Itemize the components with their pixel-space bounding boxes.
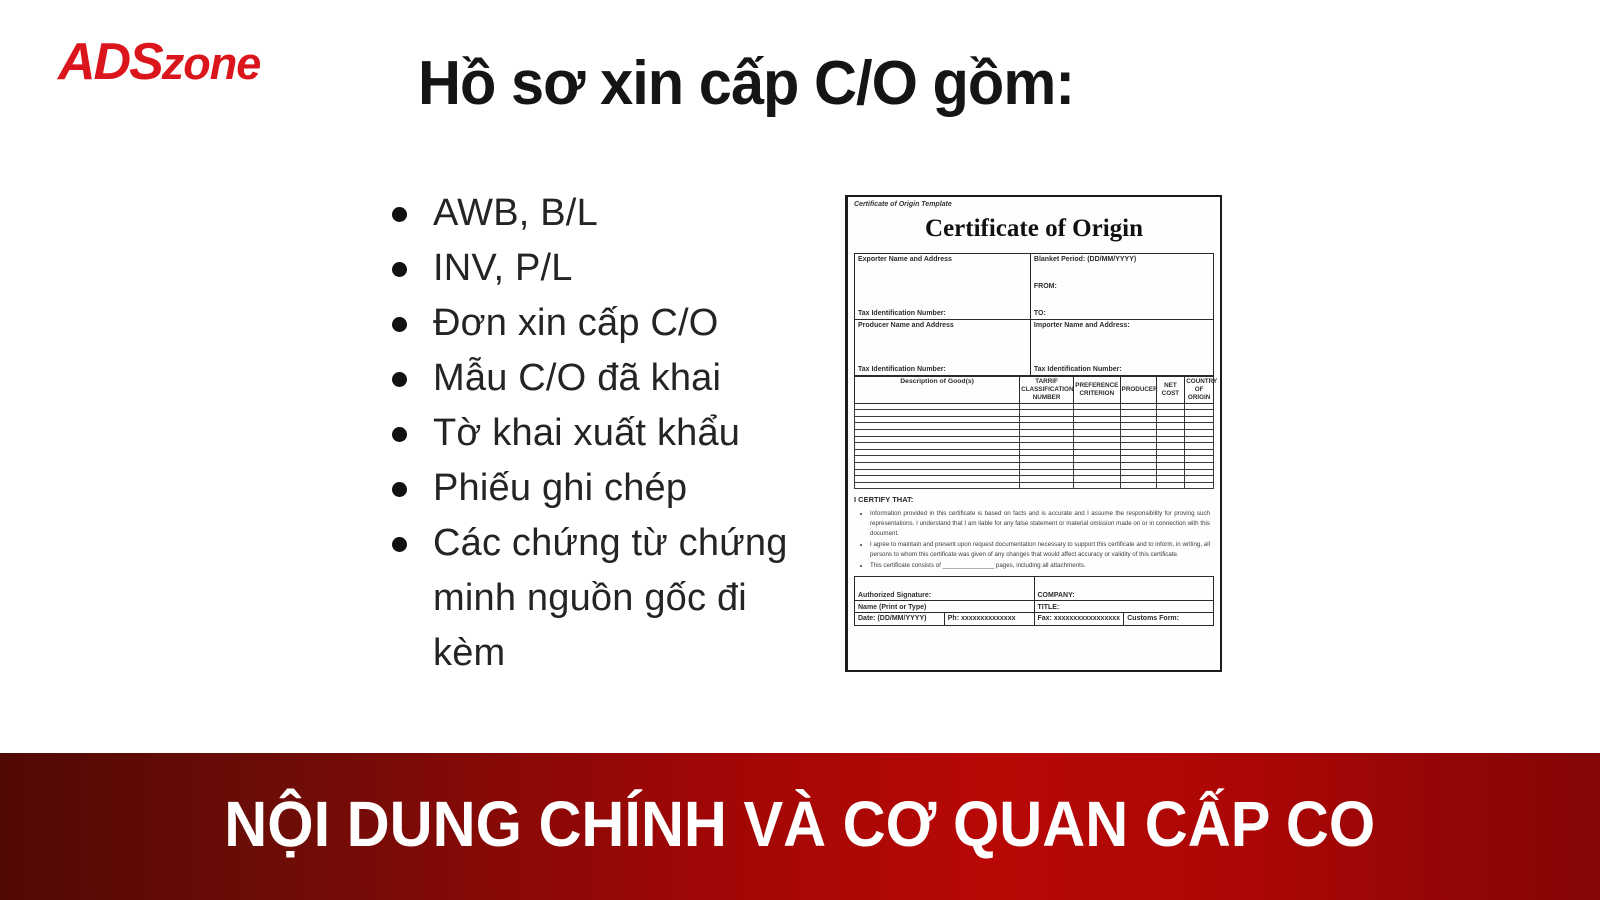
goods-empty-row: [855, 403, 1214, 410]
importer-cell: [1030, 320, 1213, 376]
customs-form-cell: Customs Form:: [1124, 612, 1214, 625]
column-header: NET COST: [1156, 377, 1185, 404]
banner-title: NỘI DUNG CHÍNH VÀ CƠ QUAN CẤP CO: [224, 787, 1376, 860]
certification-section: [854, 495, 1214, 571]
goods-empty-row: [855, 482, 1214, 489]
certificate-template-label: Certificate of Origin Template: [854, 201, 952, 208]
producer-label: Producer Name and Address: [858, 322, 954, 329]
list-item-label: Đơn xin cấp C/O: [433, 302, 719, 344]
certificate-title: Certificate of Origin: [925, 215, 1143, 242]
document-checklist: [388, 186, 808, 681]
adszone-logo: [58, 33, 261, 91]
logo-ads-text: ADS: [58, 33, 162, 91]
from-label: FROM:: [1033, 283, 1057, 290]
bullet-icon: [392, 317, 407, 332]
goods-empty-row: [855, 410, 1214, 417]
list-item: [388, 516, 808, 681]
authorized-signature-cell: Authorized Signature:: [855, 576, 1035, 600]
exporter-cell: [855, 254, 1031, 320]
fax-cell: Fax: xxxxxxxxxxxxxxxxx: [1034, 612, 1124, 625]
goods-table-body: [855, 403, 1214, 489]
list-item: [388, 351, 808, 406]
bullet-icon: [392, 262, 407, 277]
bullet-icon: [392, 427, 407, 442]
company-cell: COMPANY:: [1034, 576, 1214, 600]
column-header: PREFERENCE CRITERION: [1073, 377, 1120, 404]
list-item: [388, 296, 808, 351]
goods-empty-row: [855, 423, 1214, 430]
list-item-label: Các chứng từ chứng minh nguồn gốc đi kèm: [433, 522, 788, 674]
list-item-label: Tờ khai xuất khẩu: [433, 412, 741, 454]
column-header: COUNTRY OF ORIGIN: [1185, 377, 1214, 404]
exporter-label: Exporter Name and Address: [858, 256, 952, 263]
logo-zone-text: zone: [161, 38, 261, 89]
goods-empty-row: [855, 469, 1214, 476]
certify-heading: I CERTIFY THAT:: [854, 495, 914, 505]
date-cell: Date: (DD/MM/YYYY): [855, 612, 945, 625]
bullet-icon: [392, 537, 407, 552]
certify-bullet: • This certificate consists of _______________ pages, including all attachments.: [870, 561, 1210, 571]
goods-table: [854, 376, 1218, 489]
exporter-tax-label: Tax Identification Number:: [858, 310, 946, 317]
bullet-icon: [392, 207, 407, 222]
goods-empty-row: [855, 476, 1214, 483]
list-item-label: Phiếu ghi chép: [433, 467, 688, 509]
certify-bullet: • Information provided in this certificate is based on facts and is accurate and I assume the responsibility for proving such representations. I understand that I am liable for any false statement or material omission made on or in connection with this document.: [870, 509, 1210, 538]
certify-bullet: • I agree to maintain and present upon request documentation necessary to support this certificate and to inform, in writing, all persons to whom this certificate was given of any changes that would affect accuracy or validity of this certificate.: [870, 540, 1210, 559]
table-row: [855, 254, 1214, 320]
page-title: Hồ sơ xin cấp C/O gồm:: [418, 49, 1075, 118]
goods-empty-row: [855, 443, 1214, 450]
table-row: [855, 377, 1214, 404]
list-item-label: AWB, B/L: [433, 192, 598, 234]
column-header: PRODUCER: [1120, 377, 1156, 404]
list-item-label: Mẫu C/O đã khai: [433, 357, 722, 399]
goods-empty-row: [855, 462, 1214, 469]
table-row: [855, 600, 1214, 612]
goods-empty-row: [855, 416, 1214, 423]
blanket-period-cell: [1030, 254, 1213, 320]
goods-empty-row: [855, 429, 1214, 436]
certify-bullet-list: [870, 509, 1214, 571]
goods-empty-row: [855, 456, 1214, 463]
bullet-icon: [392, 482, 407, 497]
column-header: Description of Good(s): [855, 377, 1020, 404]
importer-label: Importer Name and Address:: [1033, 322, 1130, 329]
table-row: [855, 612, 1214, 625]
bullet-icon: [392, 372, 407, 387]
producer-tax-label: Tax Identification Number:: [858, 366, 946, 373]
list-item: [388, 241, 808, 296]
table-row: [855, 320, 1214, 376]
column-header: TARRIF CLASSIFICATION NUMBER: [1020, 377, 1074, 404]
goods-empty-row: [855, 449, 1214, 456]
goods-table-header: [855, 377, 1218, 404]
to-label: TO:: [1033, 310, 1046, 317]
list-item-label: INV, P/L: [433, 247, 573, 289]
certificate-of-origin-form: [845, 195, 1222, 672]
producer-cell: [855, 320, 1031, 376]
signature-table: [854, 576, 1214, 626]
goods-empty-row: [855, 436, 1214, 443]
list-item: [388, 406, 808, 461]
bottom-banner: [0, 753, 1600, 900]
certificate-info-table: [854, 253, 1214, 376]
table-row: [855, 576, 1214, 600]
importer-tax-label: Tax Identification Number:: [1033, 366, 1122, 373]
title-cell: TITLE:: [1034, 600, 1214, 612]
phone-cell: Ph: xxxxxxxxxxxxxx: [944, 612, 1034, 625]
name-cell: Name (Print or Type): [855, 600, 1035, 612]
list-item: [388, 186, 808, 241]
blanket-period-label: Blanket Period: (DD/MM/YYYY): [1033, 256, 1137, 263]
list-item: [388, 461, 808, 516]
